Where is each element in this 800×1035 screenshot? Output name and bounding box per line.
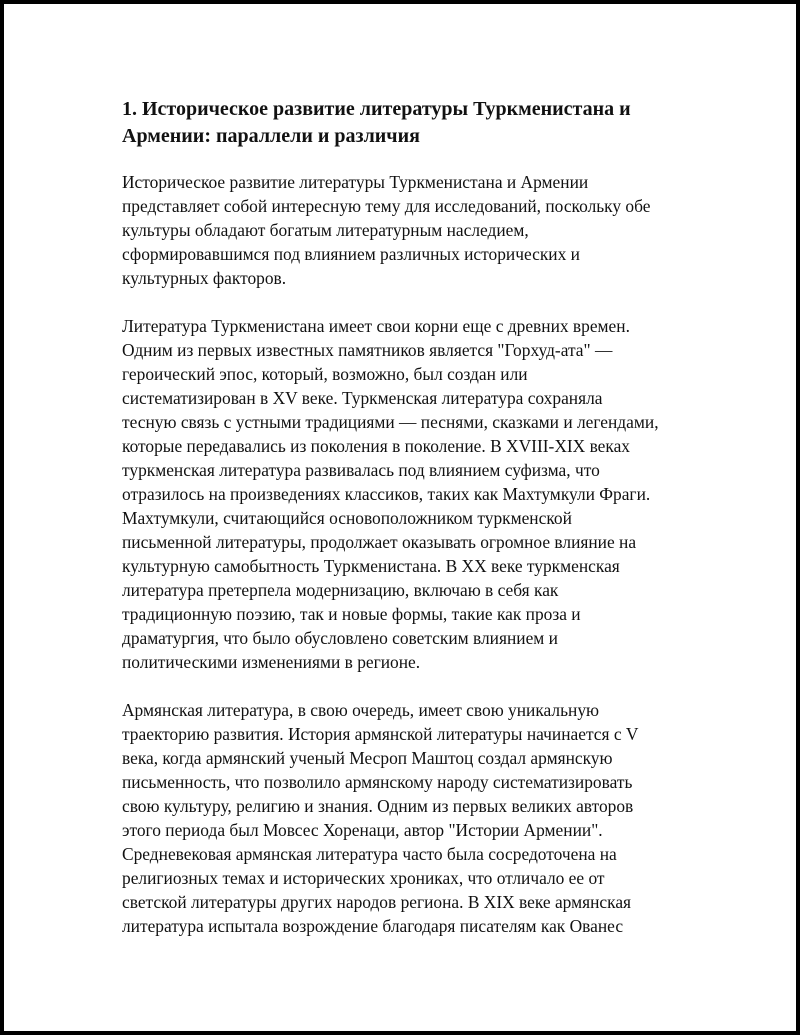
paragraph-turkmenistan: Литература Туркменистана имеет свои корни еще с древних времен. Одним из первых известных памятников является "Горхуд-ата" — героический эпос, который, возможно, был создан или систематизирован в XV веке. Туркменская литература сохраняла тесную связь с устными традициями — песнями, сказками и легендами, которые передавались из поколения в поколение. В XVIII-XIX веках туркменская литература развивалась под влиянием суфизма, что отразилось на произведениях классиков, таких как Махтумкули Фраги. Махтумкули, считающийся основоположником туркменской письменной литературы, продолжает оказывать огромное влияние на культурную самобытность Туркменистана. В XX веке туркменская литература претерпела модернизацию, включаю в себя как традиционную поэзию, так и новые формы, такие как проза и драматургия, что было обусловлено советским влиянием и политическими изменениями в регионе. [122,316,659,672]
section-heading: 1. Историческое развитие литературы Туркменистана и Армении: параллели и различия [122,98,631,147]
paragraph-armenia: Армянская литература, в свою очередь, имеет свою уникальную траекторию развития. История армянской литературы начинается с V века, когда армянский ученый Месроп Маштоц создал армянскую письменность, что позволило армянскому народу систематизировать свою культуру, религию и знания. Одним из первых великих авторов этого периода был Мовсес Хоренаци, автор "Истории Армении". Средневековая армянская литература часто была сосредоточена на религиозных темах и исторических хрониках, что отличало ее от светской литературы других народов региона. В XIX веке армянская литература испытала возрождение благодаря писателям как Ованес [122,700,639,936]
paragraph-intro: Историческое развитие литературы Туркменистана и Армении представляет собой интересную тему для исследований, поскольку обе культуры обладают богатым литературным наследием, сформировавшимся под влиянием различных исторических и культурных факторов. [122,172,651,288]
document-body [122,96,702,962]
